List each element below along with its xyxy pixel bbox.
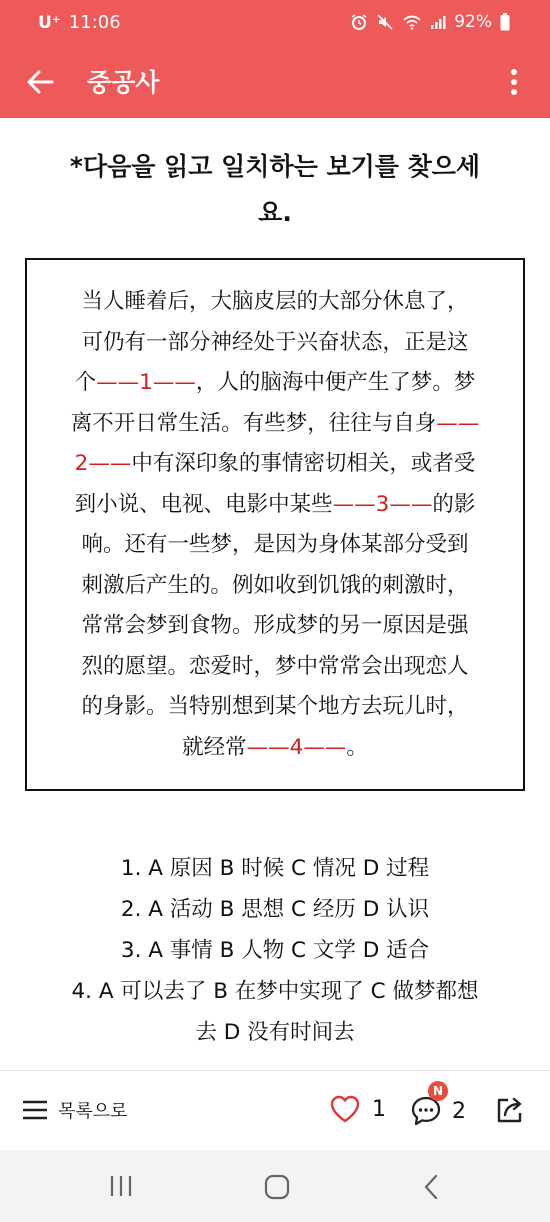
question-title xyxy=(40,144,510,236)
passage-text: 烈的愿望。恋爱时，梦中常常会出现恋人 xyxy=(81,653,469,679)
recent-apps-icon xyxy=(108,1174,134,1198)
passage-line xyxy=(41,363,509,404)
option-line: 2. A 活动 B 思想 C 经历 D 认识 xyxy=(120,897,430,922)
question-title-line: 요. xyxy=(258,198,292,227)
heart-icon xyxy=(330,1095,360,1123)
system-back-button[interactable] xyxy=(422,1174,440,1204)
more-options-button[interactable] xyxy=(502,64,526,100)
comment-button[interactable] xyxy=(410,1084,466,1127)
back-to-list-label: 목록으로 xyxy=(58,1101,128,1122)
passage-line xyxy=(41,444,509,485)
passage-text: 离不开日常生活。有些梦，往往与自身 xyxy=(70,410,437,436)
status-right xyxy=(350,12,510,32)
passage-line xyxy=(41,323,509,364)
passage-text: 常常会梦到食物。形成梦的另一原因是强 xyxy=(81,613,469,638)
passage-box xyxy=(25,258,525,791)
more-vertical-icon xyxy=(510,68,518,96)
back-button[interactable] xyxy=(22,64,58,100)
passage-text: 可仍有一部分神经处于兴奋状态，正是这 xyxy=(81,329,469,355)
passage-text: 中有深印象的事情密切相关，或者受 xyxy=(131,451,476,476)
passage-text: 就经常 xyxy=(182,734,247,760)
option-line: 1. A 原因 B 时候 C 情况 D 过程 xyxy=(120,856,430,881)
passage-text: 响。还有一些梦，是因为身体某部分受到 xyxy=(81,532,469,557)
passage-text: 。 xyxy=(346,734,368,760)
passage-line xyxy=(41,404,509,445)
chevron-left-icon xyxy=(422,1174,440,1200)
system-nav-bar xyxy=(0,1150,550,1222)
arrow-left-icon xyxy=(25,67,55,97)
app-header xyxy=(0,46,550,118)
option-line: 4. A 可以去了 B 在梦中实现了 C 做梦都想 xyxy=(71,979,479,1004)
menu-icon xyxy=(22,1099,48,1121)
wifi-icon xyxy=(402,13,422,31)
passage-line xyxy=(41,485,509,526)
passage-line xyxy=(41,606,509,647)
blank-marker: ——1—— xyxy=(96,370,196,395)
passage-text: 的影 xyxy=(432,491,476,517)
status-bar xyxy=(0,0,550,46)
alarm-icon xyxy=(350,13,368,31)
status-left xyxy=(38,12,121,33)
battery-icon xyxy=(500,13,510,31)
new-badge: N xyxy=(428,1081,448,1101)
action-bar xyxy=(0,1070,550,1150)
comment-count: 2 xyxy=(452,1098,466,1124)
passage-text: 个 xyxy=(74,370,97,395)
passage-text: 当人睡着后，大脑皮层的大部分休息了， xyxy=(81,289,469,314)
passage-text: 刺激后产生的。例如收到饥饿的刺激时， xyxy=(81,572,469,598)
blank-marker: 2—— xyxy=(74,451,132,476)
mute-icon xyxy=(376,13,394,31)
blank-marker: —— xyxy=(436,410,480,436)
answer-options xyxy=(30,848,520,1053)
recent-apps-button[interactable] xyxy=(108,1174,134,1202)
option-line: 3. A 事情 B 人物 C 文学 D 适合 xyxy=(120,938,430,963)
passage-text: 到小说、电视、电影中某些 xyxy=(74,491,333,517)
passage-line xyxy=(41,525,509,566)
passage-line xyxy=(41,282,509,323)
passage-text: 的身影。当特别想到某个地方去玩儿时， xyxy=(81,694,469,719)
passage-text: ，人的脑海中便产生了梦。梦 xyxy=(195,370,476,395)
passage-line xyxy=(41,728,509,769)
passage-line xyxy=(41,566,509,607)
carrier-label: U⁺ xyxy=(38,12,61,33)
home-icon xyxy=(264,1174,290,1200)
clock: 11:06 xyxy=(68,12,121,33)
blank-marker: ——4—— xyxy=(246,734,347,760)
home-button[interactable] xyxy=(264,1174,290,1204)
signal-icon xyxy=(430,14,446,30)
comment-icon-wrap xyxy=(410,1084,444,1127)
like-button[interactable] xyxy=(330,1095,386,1123)
share-icon xyxy=(494,1095,526,1125)
share-button[interactable] xyxy=(494,1095,526,1129)
question-title-line: *다음을 읽고 일치하는 보기를 찾으세 xyxy=(69,152,481,181)
battery-percent: 92% xyxy=(454,12,492,32)
passage-line xyxy=(41,647,509,688)
like-count: 1 xyxy=(372,1096,386,1122)
blank-marker: ——3—— xyxy=(332,491,433,517)
page-title: 중공사 xyxy=(87,68,160,97)
passage-line xyxy=(41,687,509,728)
back-to-list-button[interactable] xyxy=(22,1097,128,1123)
option-line: 去 D 没有时间去 xyxy=(195,1020,355,1045)
